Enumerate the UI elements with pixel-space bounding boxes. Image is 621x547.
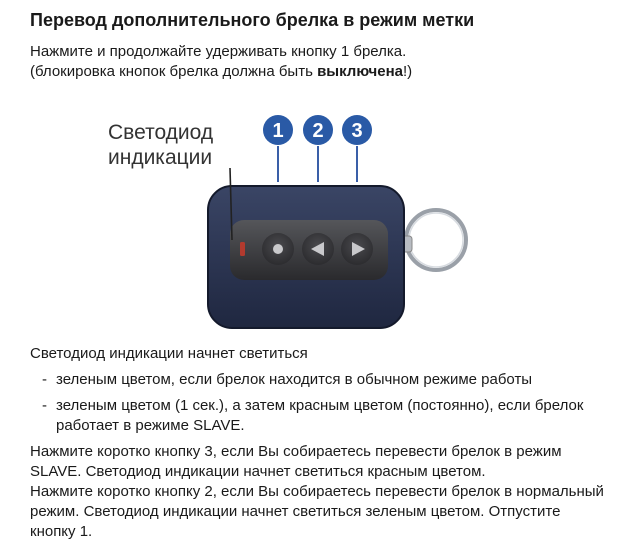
badge-2-label: 2 [312,120,324,142]
bullet-item-2: - зеленым цветом (1 сек.), а затем красным цветом (постоянно), если брелок работает в режиме SLAVE. [42,397,584,434]
led-intro: Светодиод индикации начнет светиться [30,345,308,362]
bullet-item-1: - зеленым цветом, если брелок находится в обычном режиме работы [42,371,533,388]
emphasis-off: выключена [317,63,404,80]
fob-button-3 [341,233,373,265]
led-indicator [240,242,245,256]
instructions-body [30,344,610,542]
key-fob-illustration [100,112,500,342]
paragraph-button-3: Нажмите коротко кнопку 3, если Вы собираетесь перевести брелок в режим SLAVE. Светодиод индикации начнет светиться красным цветом. [30,443,562,480]
page-title: Перевод дополнительного брелка в режим метки [30,10,475,30]
intro-line-2: (блокировка кнопок брелка должна быть выключена!) [30,63,413,80]
paragraph-button-2: Нажмите коротко кнопку 2, если Вы собираетесь перевести брелок в нормальный режим. Светодиод индикации начнет светиться зеленым цветом. Отпустите кнопку 1. [30,483,604,540]
badge-1 [263,115,293,145]
intro-text [30,42,412,82]
led-caption-line-2: индикации [108,146,213,169]
badge-1-label: 1 [272,120,284,142]
badge-2 [303,115,333,145]
badge-3-label: 3 [351,120,363,142]
badge-3 [342,115,372,145]
intro-line-1: Нажмите и продолжайте удерживать кнопку 1 брелка. [30,43,407,60]
key-ring [398,210,466,270]
fob-button-2 [302,233,334,265]
led-caption-line-1: Светодиод [108,121,214,144]
fob-button-1 [262,233,294,265]
